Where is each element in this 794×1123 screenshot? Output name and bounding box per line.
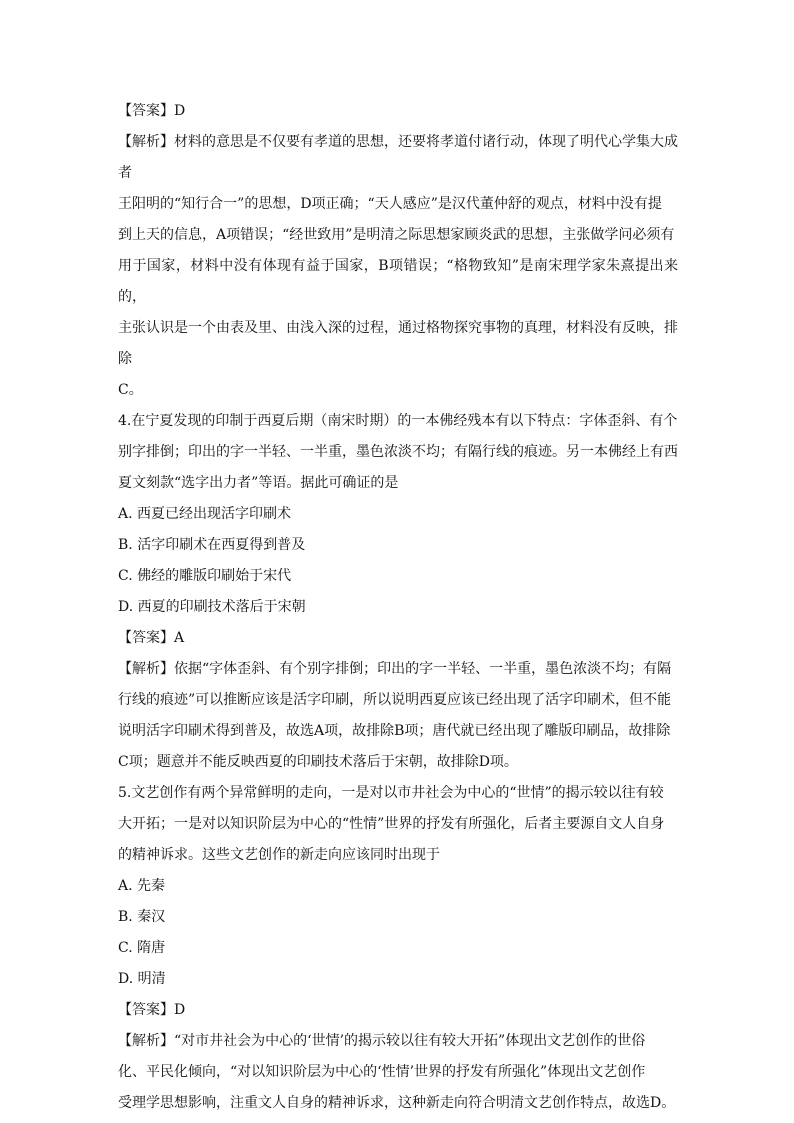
q5-option-a: A. 先秦	[118, 878, 166, 894]
q3-analysis-line: 王阳明的“知行合一”的思想，D项正确；“天人感应”是汉代董仲舒的观点，材料中没有提	[118, 196, 662, 212]
q4-stem-line: 夏文刻款“选字出力者”等语。据此可确证的是	[118, 475, 399, 491]
q5-answer: 【答案】D	[118, 1002, 186, 1018]
document-page	[118, 96, 678, 1119]
q4-analysis-line: 行线的痕迹”可以推断应该是活字印刷，所以说明西夏应该已经出现了活字印刷术，但不能	[118, 692, 672, 708]
q5-option-b: B. 秦汉	[118, 909, 166, 925]
q5-stem-line: 5.文艺创作有两个异常鲜明的走向，一是对以市井社会为中心的“世情”的揭示较以往有较	[118, 785, 664, 801]
q5-option-c: C. 隋唐	[118, 940, 166, 956]
q4-analysis-line: C项；题意并不能反映西夏的印刷技术落后于宋朝，故排除D项。	[118, 754, 518, 770]
q5-analysis-line: 【解析】“对市井社会为中心的‘世情’的揭示较以往有较大开拓”体现出文艺创作的世俗	[118, 1033, 646, 1049]
q5-analysis-line: 受理学思想影响，注重文人自身的精神诉求，这种新走向符合明清文艺创作特点，故选D。	[118, 1095, 676, 1111]
q4-option-b: B. 活字印刷术在西夏得到普及	[118, 537, 306, 553]
q4-analysis-line: 说明活字印刷术得到普及，故选A项，故排除B项；唐代就已经出现了雕版印刷品，故排除	[118, 723, 671, 739]
q3-analysis-line: 用于国家，材料中没有体现有益于国家，B项错误；“格物致知”是南宋理学家朱熹提出来的，	[118, 258, 678, 305]
q4-option-d: D. 西夏的印刷技术落后于宋朝	[118, 599, 306, 615]
q4-answer: 【答案】A	[118, 630, 185, 646]
q4-analysis-line: 【解析】依据“字体歪斜、有个别字排倒；印出的字一半轻、一半重，墨色浓淡不均；有隔	[118, 661, 672, 677]
q4-option-a: A. 西夏已经出现活字印刷术	[118, 506, 292, 522]
q4-stem-line: 别字排倒；印出的字一半轻、一半重，墨色浓淡不均；有隔行线的痕迹。另一本佛经上有西	[118, 444, 678, 460]
q3-analysis-line: 【解析】材料的意思是不仅要有孝道的思想，还要将孝道付诸行动，体现了明代心学集大成者	[118, 134, 678, 181]
q4-option-c: C. 佛经的雕版印刷始于宋代	[118, 568, 292, 584]
q3-analysis-line: C。	[118, 382, 143, 398]
q4-stem-line: 4.在宁夏发现的印制于西夏后期（南宋时期）的一本佛经残本有以下特点：字体歪斜、有个	[118, 413, 678, 429]
q5-option-d: D. 明清	[118, 971, 166, 987]
q3-answer: 【答案】D	[118, 103, 186, 119]
q5-stem-line: 的精神诉求。这些文艺创作的新走向应该同时出现于	[118, 847, 440, 863]
q3-analysis-line: 主张认识是一个由表及里、由浅入深的过程，通过格物探究事物的真理，材料没有反映，排除	[118, 320, 678, 367]
q3-analysis-line: 到上天的信息，A项错误；“经世致用”是明清之际思想家顾炎武的思想，主张做学问必须有	[118, 227, 675, 243]
q5-stem-line: 大开拓；一是对以知识阶层为中心的“性情”世界的抒发有所强化，后者主要源自文人自身	[118, 816, 665, 832]
q5-analysis-line: 化、平民化倾向，“对以知识阶层为中心的‘性情’世界的抒发有所强化”体现出文艺创作	[118, 1064, 646, 1080]
